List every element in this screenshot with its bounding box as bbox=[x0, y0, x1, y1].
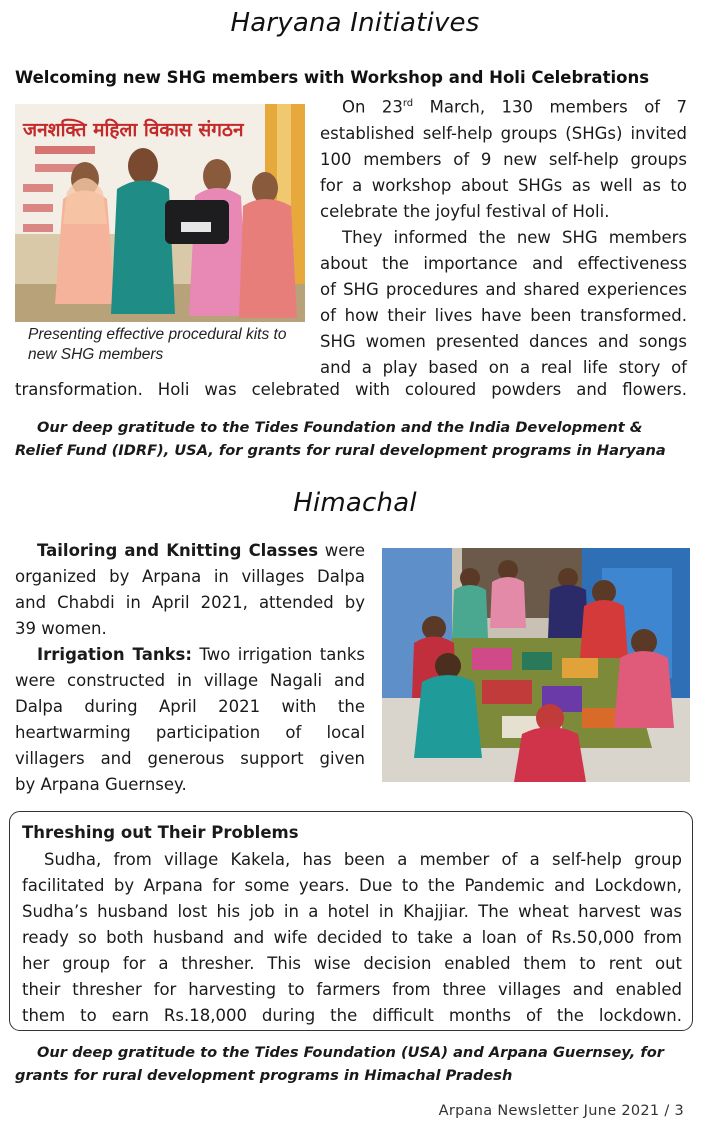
paragraph-line: celebrate the joyful festival of Holi. bbox=[320, 201, 610, 221]
paragraph-line: their thresher for harvesting to farmers from three villages and enabled bbox=[22, 980, 682, 999]
paragraph-line: of how their lives have been transformed. bbox=[320, 305, 687, 325]
photo-caption: Presenting effective procedural kits to new SHG members bbox=[28, 326, 287, 363]
paragraph-line: Sudha’s husband lost his job in a hotel in Khajjiar. The wheat harvest was bbox=[22, 902, 682, 921]
paragraph-line: SHG women presented dances and songs bbox=[320, 331, 687, 351]
paragraph-line: and a play based on a real life story of bbox=[320, 357, 687, 377]
paragraph-line: heartwarming participation of local bbox=[15, 723, 365, 742]
gratitude-note: Our deep gratitude to the Tides Foundation (USA) and Arpana Guernsey, for grants for rural development programs in Himachal Pradesh bbox=[15, 1044, 664, 1084]
paragraph-line: organized by Arpana in villages Dalpa bbox=[15, 567, 365, 586]
paragraph-line: established self-help groups (SHGs) invited bbox=[320, 123, 687, 143]
box-heading: Threshing out Their Problems bbox=[22, 823, 299, 842]
photo-tailoring-class bbox=[382, 548, 690, 782]
paragraph-line: Tailoring and Knitting Classes were bbox=[37, 541, 365, 560]
paragraph-line: transformation. Holi was celebrated with coloured powders and flowers. bbox=[15, 380, 687, 399]
paragraph-line: 39 women. bbox=[15, 619, 107, 638]
paragraph-line: her group for a thresher. This wise decision enabled them to rent out bbox=[22, 954, 682, 973]
paragraph-line: villagers and generous support given bbox=[15, 749, 365, 768]
section-heading: Welcoming new SHG members with Workshop and Holi Celebrations bbox=[15, 68, 650, 87]
paragraph-line: of SHG procedures and shared experiences bbox=[320, 279, 687, 299]
paragraph-line: On 23rd March, 130 members of 7 bbox=[342, 97, 688, 117]
photo-shg-kits bbox=[15, 104, 305, 322]
paragraph-line: them to earn Rs.18,000 during the difficult months of the lockdown. bbox=[22, 1006, 682, 1025]
paragraph-line: were constructed in village Nagali and bbox=[15, 671, 365, 690]
paragraph-line: Sudha, from village Kakela, has been a member of a self-help group bbox=[44, 850, 682, 869]
gratitude-note: Our deep gratitude to the Tides Foundation and the India Development & Relief Fund (IDRF), USA, for grants for rural development programs in Haryana bbox=[15, 419, 666, 459]
paragraph-line: ready so both husband and wife decided to take a loan of Rs.50,000 from bbox=[22, 928, 682, 947]
paragraph-line: about the importance and effectiveness bbox=[320, 253, 687, 273]
paragraph-line: They informed the new SHG members bbox=[342, 227, 687, 247]
paragraph-line: 100 members of 9 new self-help groups bbox=[320, 149, 687, 169]
page-title: Haryana Initiatives bbox=[230, 8, 480, 38]
page-footer: Arpana Newsletter June 2021 / 3 bbox=[438, 1103, 684, 1119]
paragraph-line: Dalpa during April 2021 with the bbox=[15, 697, 365, 716]
banner-text: जनशक्ति महिला विकास संगठन bbox=[23, 119, 244, 141]
paragraph-line: Irrigation Tanks: Two irrigation tanks bbox=[37, 645, 365, 664]
paragraph-line: facilitated by Arpana for some years. Due to the Pandemic and Lockdown, bbox=[22, 876, 682, 895]
paragraph-line: by Arpana Guernsey. bbox=[15, 775, 187, 794]
paragraph-line: and Chabdi in April 2021, attended by bbox=[15, 593, 365, 612]
story-box bbox=[9, 811, 693, 1031]
section-title: Himachal bbox=[293, 488, 417, 518]
paragraph-line: for a workshop about SHGs as well as to bbox=[320, 175, 687, 195]
